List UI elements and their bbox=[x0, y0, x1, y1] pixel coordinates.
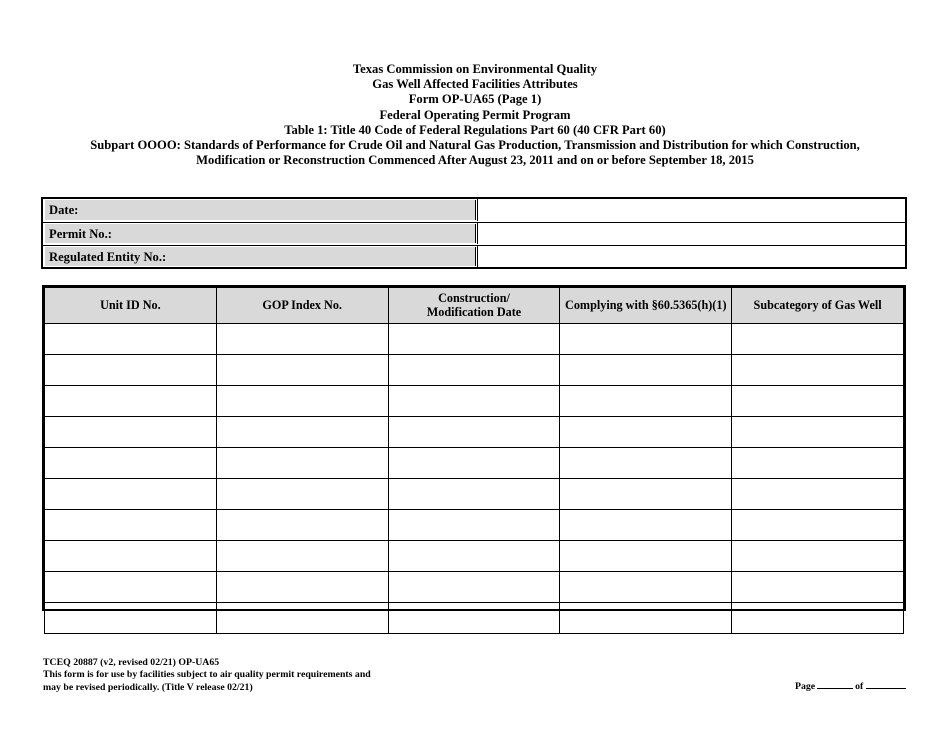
table-cell[interactable] bbox=[560, 510, 732, 541]
table-cell[interactable] bbox=[45, 479, 217, 510]
col-unit-id: Unit ID No. bbox=[45, 288, 217, 324]
table-cell[interactable] bbox=[388, 572, 560, 603]
page-number-field[interactable] bbox=[817, 679, 853, 689]
table-cell[interactable] bbox=[45, 603, 217, 634]
form-version: TCEQ 20887 (v2, revised 02/21) OP-UA65 bbox=[43, 657, 220, 668]
table-cell[interactable] bbox=[732, 541, 904, 572]
table-cell[interactable] bbox=[732, 510, 904, 541]
permit-row bbox=[43, 222, 905, 244]
table-cell[interactable] bbox=[732, 386, 904, 417]
table-cell[interactable] bbox=[732, 603, 904, 634]
table-cell[interactable] bbox=[216, 417, 388, 448]
table-cell[interactable] bbox=[388, 541, 560, 572]
table-cell[interactable] bbox=[216, 510, 388, 541]
table-cell[interactable] bbox=[732, 417, 904, 448]
of-label: of bbox=[855, 681, 864, 692]
table-cell[interactable] bbox=[388, 324, 560, 355]
table-cell[interactable] bbox=[45, 355, 217, 386]
entity-field[interactable] bbox=[477, 246, 905, 267]
date-field[interactable] bbox=[477, 199, 905, 221]
table-cell[interactable] bbox=[560, 355, 732, 386]
col-gop-index: GOP Index No. bbox=[216, 288, 388, 324]
table-row bbox=[45, 324, 904, 355]
table-cell[interactable] bbox=[560, 603, 732, 634]
form-footer bbox=[43, 657, 371, 694]
table-title: Table 1: Title 40 Code of Federal Regulations Part 60 (40 CFR Part 60) bbox=[284, 122, 666, 137]
date-label: Date: bbox=[45, 200, 476, 220]
form-title: Gas Well Affected Facilities Attributes bbox=[372, 77, 578, 92]
table-row bbox=[45, 355, 904, 386]
data-table bbox=[42, 285, 906, 611]
page-total-field[interactable] bbox=[866, 679, 906, 689]
header-row bbox=[45, 288, 904, 324]
table-cell[interactable] bbox=[388, 479, 560, 510]
table-cell[interactable] bbox=[560, 386, 732, 417]
agency-title: Texas Commission on Environmental Quality bbox=[352, 62, 598, 76]
table-row bbox=[45, 572, 904, 603]
table-cell[interactable] bbox=[216, 448, 388, 479]
table-cell[interactable] bbox=[216, 355, 388, 386]
table-cell[interactable] bbox=[45, 572, 217, 603]
table-row bbox=[45, 603, 904, 634]
date-row bbox=[43, 199, 905, 221]
table-row bbox=[45, 417, 904, 448]
table-cell[interactable] bbox=[216, 324, 388, 355]
table-cell[interactable] bbox=[388, 386, 560, 417]
table-cell[interactable] bbox=[45, 541, 217, 572]
table-cell[interactable] bbox=[560, 541, 732, 572]
table-cell[interactable] bbox=[216, 572, 388, 603]
table-cell[interactable] bbox=[45, 386, 217, 417]
col-construction-date bbox=[388, 288, 560, 324]
form-number: Form OP-UA65 (Page 1) bbox=[408, 92, 542, 107]
table-cell[interactable] bbox=[45, 448, 217, 479]
table-cell[interactable] bbox=[560, 572, 732, 603]
table-cell[interactable] bbox=[388, 510, 560, 541]
table-cell[interactable] bbox=[560, 417, 732, 448]
info-table bbox=[41, 197, 907, 269]
table-cell[interactable] bbox=[216, 541, 388, 572]
table-cell[interactable] bbox=[388, 448, 560, 479]
table-cell[interactable] bbox=[388, 603, 560, 634]
form-header bbox=[0, 62, 950, 168]
table-cell[interactable] bbox=[216, 603, 388, 634]
table-cell[interactable] bbox=[732, 572, 904, 603]
entity-row bbox=[43, 245, 905, 267]
table-row bbox=[45, 448, 904, 479]
table-cell[interactable] bbox=[560, 324, 732, 355]
table-row bbox=[45, 386, 904, 417]
table-cell[interactable] bbox=[732, 324, 904, 355]
table-row bbox=[45, 541, 904, 572]
table-cell[interactable] bbox=[45, 324, 217, 355]
table-cell[interactable] bbox=[560, 448, 732, 479]
table-cell[interactable] bbox=[732, 355, 904, 386]
col-construction-date-line2: Modification Date bbox=[426, 304, 522, 319]
table-cell[interactable] bbox=[216, 386, 388, 417]
table-cell[interactable] bbox=[732, 479, 904, 510]
table-cell[interactable] bbox=[45, 510, 217, 541]
table-row bbox=[45, 510, 904, 541]
usage-note-line2: may be revised periodically. (Title V release 02/21) bbox=[43, 681, 253, 693]
table-cell[interactable] bbox=[216, 479, 388, 510]
col-construction-date-line1: Construction/ bbox=[438, 290, 510, 305]
table-cell[interactable] bbox=[560, 479, 732, 510]
col-subcategory: Subcategory of Gas Well bbox=[732, 288, 904, 324]
col-complying: Complying with §60.5365(h)(1) bbox=[560, 288, 732, 324]
program-title: Federal Operating Permit Program bbox=[379, 107, 571, 122]
permit-label: Permit No.: bbox=[45, 224, 476, 243]
table-cell[interactable] bbox=[388, 417, 560, 448]
permit-field[interactable] bbox=[477, 223, 905, 244]
table-row bbox=[45, 479, 904, 510]
subpart-title-line2: Modification or Reconstruction Commenced After August 23, 2011 and on or before September 18, 2015 bbox=[196, 153, 754, 168]
page-label: Page bbox=[795, 681, 816, 692]
usage-note-line1: This form is for use by facilities subject to air quality permit requirements and bbox=[43, 669, 371, 681]
entity-label: Regulated Entity No.: bbox=[45, 247, 476, 266]
table-cell[interactable] bbox=[732, 448, 904, 479]
subpart-title-line1: Subpart OOOO: Standards of Performance for Crude Oil and Natural Gas Production, Transmission and Distribution for which Construction, bbox=[90, 138, 860, 153]
table-cell[interactable] bbox=[45, 417, 217, 448]
page-number bbox=[795, 679, 906, 692]
table-cell[interactable] bbox=[388, 355, 560, 386]
